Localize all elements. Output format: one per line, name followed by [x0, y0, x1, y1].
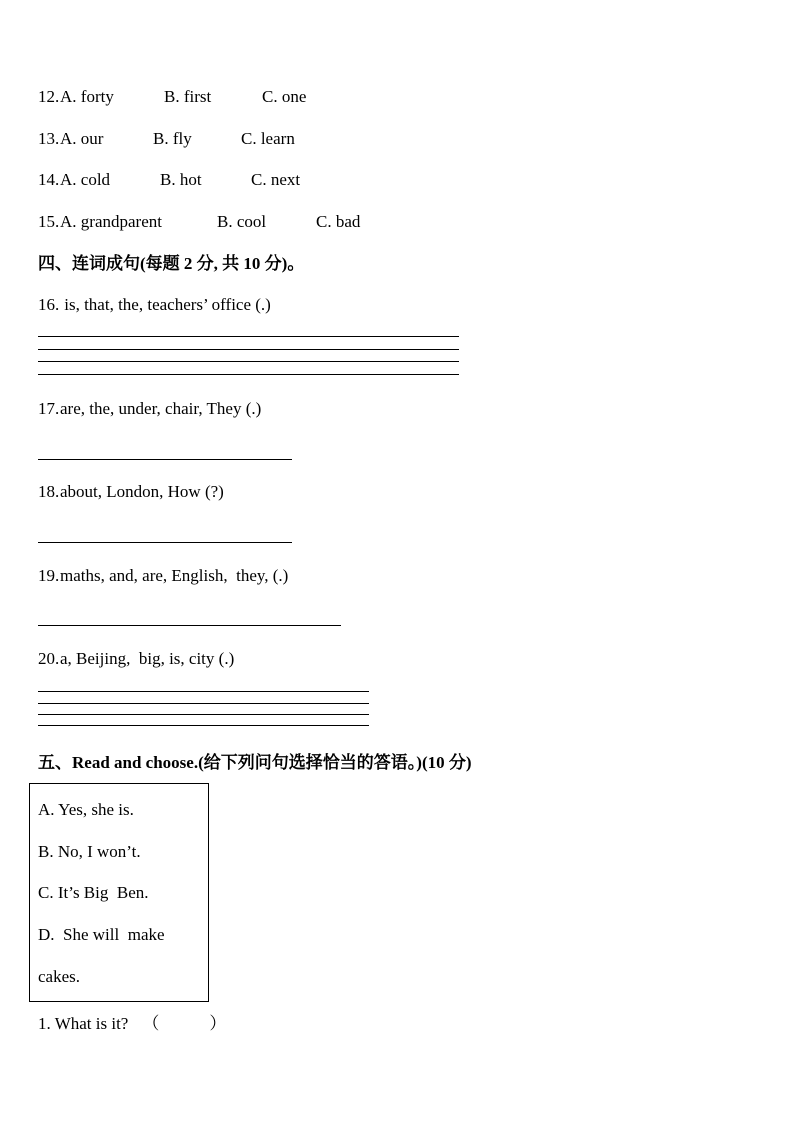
- answer-line: [38, 336, 459, 337]
- mc-item-15-number: 15.: [38, 212, 60, 231]
- answer-line: [38, 361, 459, 362]
- sentence-item-20-words: a, Beijing, big, is, city (.): [60, 649, 235, 668]
- sentence-item-19-words: maths, and, are, English, they, (.): [60, 566, 289, 585]
- question-1-close-paren: ）: [209, 1014, 227, 1033]
- answer-line: [38, 459, 292, 460]
- sentence-item-18-number: 18.: [38, 482, 60, 501]
- mc-item-15-option-b: B. cool: [217, 212, 267, 231]
- answer-option-c: C. It’s Big Ben.: [38, 883, 149, 902]
- question-1-text: 1. What is it?: [38, 1014, 129, 1033]
- sentence-item-18-words: about, London, How (?): [60, 482, 224, 501]
- mc-item-13-option-c: C. learn: [241, 129, 295, 148]
- mc-item-13-option-b: B. fly: [153, 129, 192, 148]
- mc-item-15-option-a: A. grandparent: [60, 212, 162, 231]
- answer-line: [38, 542, 292, 543]
- answer-line: [38, 725, 369, 726]
- section-5-heading-score: (10 分): [421, 753, 472, 772]
- section-5-heading-prefix: 五、: [38, 753, 72, 772]
- answer-options-box: [29, 783, 209, 1002]
- answer-option-d: D. She will make: [38, 925, 165, 944]
- mc-item-12-option-a: A. forty: [60, 87, 114, 106]
- sentence-item-19-number: 19.: [38, 566, 60, 585]
- section-5-heading-instruction: (给下列问句选择恰当的答语。): [198, 753, 422, 772]
- sentence-item-17-number: 17.: [38, 399, 60, 418]
- section-5-heading: [38, 753, 472, 773]
- answer-option-a: A. Yes, she is.: [38, 800, 134, 819]
- mc-item-15-option-c: C. bad: [316, 212, 361, 231]
- mc-item-14-option-a: A. cold: [60, 170, 111, 189]
- answer-line: [38, 714, 369, 715]
- answer-line: [38, 703, 369, 704]
- question-1-open-paren: （: [142, 1014, 160, 1033]
- mc-item-12-option-b: B. first: [164, 87, 212, 106]
- answer-line: [38, 691, 369, 692]
- answer-option-b: B. No, I won’t.: [38, 842, 141, 861]
- section-4-heading: 四、连词成句(每题 2 分, 共 10 分)。: [38, 254, 305, 273]
- mc-item-12-number: 12.: [38, 87, 60, 106]
- question-1: [38, 1014, 226, 1034]
- sentence-item-16-words: is, that, the, teachers’ office (.): [60, 295, 271, 314]
- answer-line: [38, 349, 459, 350]
- answer-option-d-continued: cakes.: [38, 967, 81, 986]
- mc-item-13-option-a: A. our: [60, 129, 104, 148]
- sentence-item-20-number: 20.: [38, 649, 60, 668]
- mc-item-12-option-c: C. one: [262, 87, 307, 106]
- sentence-item-16-number: 16.: [38, 295, 60, 314]
- section-5-heading-title: Read and choose.: [72, 753, 199, 772]
- answer-line: [38, 625, 341, 626]
- answer-line: [38, 374, 459, 375]
- mc-item-14-number: 14.: [38, 170, 60, 189]
- mc-item-13-number: 13.: [38, 129, 60, 148]
- mc-item-14-option-c: C. next: [251, 170, 301, 189]
- sentence-item-17-words: are, the, under, chair, They (.): [60, 399, 262, 418]
- mc-item-14-option-b: B. hot: [160, 170, 202, 189]
